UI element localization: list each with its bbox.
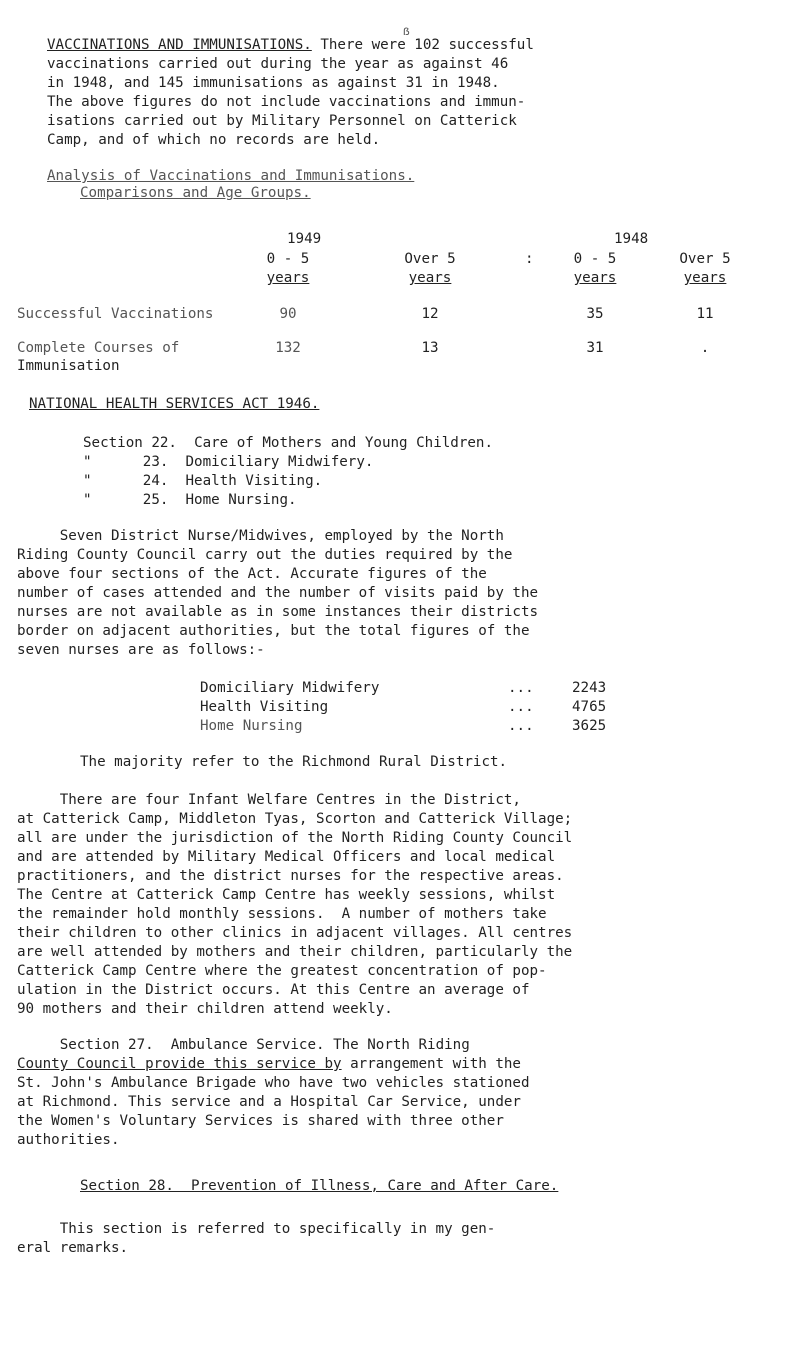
section-28-line-2: eral remarks. [17, 1240, 129, 1256]
analysis-subtitle: Comparisons and Age Groups. [80, 185, 311, 201]
total-value-midwifery: 2243 [572, 680, 607, 696]
analysis-title: Analysis of Vaccinations and Immunisations. [47, 168, 415, 184]
majority-line: The majority refer to the Richmond Rural District. [80, 754, 508, 770]
nurses-line-7: seven nurses are as follows:- [17, 642, 265, 658]
col-1948-over-5-line2: years [683, 270, 727, 286]
row-label-immunisation: Immunisation [17, 358, 120, 374]
col-1949-over-5-line2: years [408, 270, 452, 286]
col-1948-0-5-line1: 0 - 5 [573, 251, 617, 267]
section-25-title: Home Nursing. [185, 492, 297, 508]
welfare-line-8: their children to other clinics in adjacent villages. All centres [17, 925, 573, 941]
welfare-line-9: are well attended by mothers and their children, particularly the [17, 944, 573, 960]
row-label-complete-courses: Complete Courses of [17, 340, 180, 356]
cell-row2-1949-over-5: 13 [421, 340, 439, 356]
section-22-title: Care of Mothers and Young Children. [194, 435, 494, 451]
section-27-line-3: St. John's Ambulance Brigade who have two vehicles stationed [17, 1075, 530, 1091]
cell-row2-1949-0-5: 132 [275, 340, 301, 356]
cell-row1-1949-over-5: 12 [421, 306, 439, 322]
section-27-line-2-underlined: County Council provide this service by [17, 1056, 342, 1072]
nhs-act-heading: NATIONAL HEALTH SERVICES ACT 1946. [29, 396, 320, 412]
welfare-line-10: Catterick Camp Centre where the greatest concentration of pop- [17, 963, 547, 979]
nurses-line-4: number of cases attended and the number of visits paid by the [17, 585, 539, 601]
cell-row2-1948-0-5: 31 [586, 340, 604, 356]
total-dots-home-nursing: ... [508, 718, 534, 734]
section-23-title: Domiciliary Midwifery. [185, 454, 374, 470]
section-24-title: Health Visiting. [185, 473, 323, 489]
welfare-line-7: the remainder hold monthly sessions. A number of mothers take [17, 906, 547, 922]
nurses-line-6: border on adjacent authorities, but the total figures of the [17, 623, 530, 639]
row-label-successful-vaccinations: Successful Vaccinations [17, 306, 214, 322]
col-1949-over-5 [385, 250, 475, 288]
col-1948-over-5 [660, 250, 750, 288]
section-27-line-2 [17, 1055, 521, 1074]
vaccinations-line-2: vaccinations carried out during the year as against 46 [47, 56, 509, 72]
col-1949-over-5-line1: Over 5 [404, 251, 456, 267]
cell-row1-1949-0-5: 90 [279, 306, 297, 322]
section-27-line-5: the Women's Voluntary Services is shared with three other [17, 1113, 504, 1129]
total-dots-health-visiting: ... [508, 699, 534, 715]
vaccinations-line-1-text: There were 102 successful [311, 37, 534, 53]
vaccinations-line-4: The above figures do not include vaccinations and immun- [47, 94, 526, 110]
vaccinations-line-3: in 1948, and 145 immunisations as against 31 in 1948. [47, 75, 500, 91]
section-27-title-rest: The North Riding [324, 1037, 470, 1053]
total-label-home-nursing: Home Nursing [200, 718, 303, 734]
section-25-num: " 25. [83, 492, 169, 508]
cell-row2-1948-over-5: . [700, 340, 710, 356]
nurses-line-3: above four sections of the Act. Accurate figures of the [17, 566, 487, 582]
total-label-midwifery: Domiciliary Midwifery [200, 680, 380, 696]
section-27-title: Ambulance Service. [170, 1037, 325, 1053]
nurses-line-1: Seven District Nurse/Midwives, employed by the North [17, 528, 504, 544]
nurses-line-2: Riding County Council carry out the duties required by the [17, 547, 513, 563]
section-24 [83, 472, 322, 491]
col-1949-0-5-line1: 0 - 5 [266, 251, 310, 267]
vaccinations-line-5: isations carried out by Military Personnel on Catterick [47, 113, 517, 129]
vaccinations-heading: VACCINATIONS AND IMMUNISATIONS. [47, 37, 312, 53]
welfare-line-3: all are under the jurisdiction of the North Riding County Council [17, 830, 573, 846]
col-1948-over-5-line1: Over 5 [679, 251, 731, 267]
column-separator: : [525, 251, 534, 267]
welfare-line-2: at Catterick Camp, Middleton Tyas, Scorton and Catterick Village; [17, 811, 573, 827]
section-27-line-4: at Richmond. This service and a Hospital Car Service, under [17, 1094, 521, 1110]
total-value-home-nursing: 3625 [572, 718, 607, 734]
welfare-line-4: and are attended by Military Medical Officers and local medical [17, 849, 556, 865]
total-label-health-visiting: Health Visiting [200, 699, 329, 715]
section-24-num: " 24. [83, 473, 169, 489]
vaccinations-line-1 [47, 36, 534, 55]
section-28-line-1: This section is referred to specifically in my gen- [17, 1221, 496, 1237]
section-27-line-1 [17, 1036, 470, 1055]
cell-row1-1948-0-5: 35 [586, 306, 604, 322]
section-28-heading: Section 28. Prevention of Illness, Care and After Care. [80, 1178, 559, 1194]
col-1949-0-5 [248, 250, 328, 288]
welfare-line-11: ulation in the District occurs. At this Centre an average of [17, 982, 530, 998]
col-1949-0-5-line2: years [266, 270, 310, 286]
section-27-line-6: authorities. [17, 1132, 120, 1148]
section-22-num: Section 22. [83, 435, 177, 451]
section-25 [83, 491, 297, 510]
cell-row1-1948-over-5: 11 [696, 306, 714, 322]
section-23-num: " 23. [83, 454, 169, 470]
year-1949: 1949 [287, 231, 322, 247]
col-1948-0-5-line2: years [573, 270, 617, 286]
section-27-line-2-rest: arrangement with the [341, 1056, 521, 1072]
welfare-line-6: The Centre at Catterick Camp Centre has weekly sessions, whilst [17, 887, 556, 903]
col-1948-0-5 [555, 250, 635, 288]
nurses-line-5: nurses are not available as in some instances their districts [17, 604, 539, 620]
vaccinations-line-6: Camp, and of which no records are held. [47, 132, 381, 148]
section-22 [83, 434, 493, 453]
year-1948: 1948 [614, 231, 649, 247]
section-23 [83, 453, 373, 472]
section-27-num: Section 27. [59, 1037, 154, 1053]
welfare-line-12: 90 mothers and their children attend weekly. [17, 1001, 393, 1017]
total-value-health-visiting: 4765 [572, 699, 607, 715]
welfare-line-5: practitioners, and the district nurses for the respective areas. [17, 868, 564, 884]
welfare-line-1: There are four Infant Welfare Centres in the District, [17, 792, 521, 808]
page-mark: ẞ [403, 25, 410, 38]
total-dots-midwifery: ... [508, 680, 534, 696]
